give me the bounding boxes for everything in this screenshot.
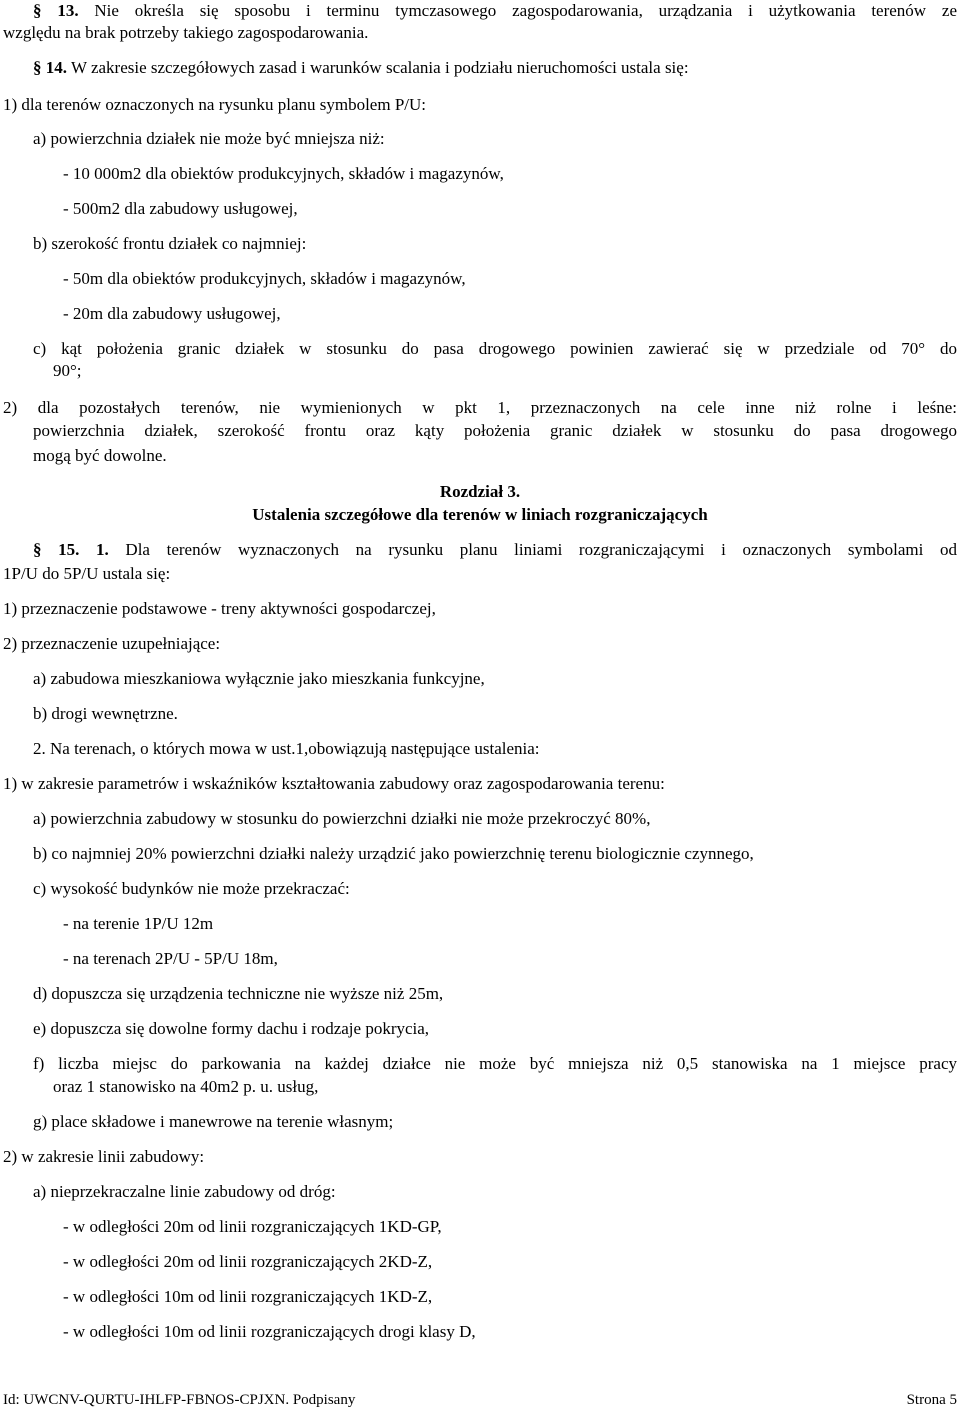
paragraph-text: W zakresie szczegółowych zasad i warunków scalania i podziału nieruchomości ustala się: bbox=[70, 58, 689, 77]
paragraph-14-intro bbox=[33, 57, 689, 78]
paragraph-mark: § 15. 1. bbox=[33, 540, 109, 559]
paragraph-text-continuation: 1P/U do 5P/U ustala się: bbox=[3, 564, 171, 583]
list-item: c) wysokość budynków nie może przekraczać: bbox=[33, 879, 350, 898]
list-item-continuation: 90°; bbox=[53, 361, 82, 380]
paragraph-mark: § 14. bbox=[33, 58, 67, 77]
list-item: a) nieprzekraczalne linie zabudowy od dróg: bbox=[33, 1182, 336, 1201]
list-item: - na terenach 2P/U - 5P/U 18m, bbox=[63, 949, 278, 968]
section-2: 2. Na terenach, o których mowa w ust.1,obowiązują następujące ustalenia: bbox=[33, 739, 540, 758]
list-item: 1) dla terenów oznaczonych na rysunku planu symbolem P/U: bbox=[3, 95, 427, 114]
list-item: - w odległości 20m od linii rozgraniczających 1KD-GP, bbox=[63, 1217, 442, 1236]
list-item: b) drogi wewnętrzne. bbox=[33, 704, 178, 723]
list-item: - 50m dla obiektów produkcyjnych, składów i magazynów, bbox=[63, 269, 466, 288]
list-item: c) kąt położenia granic działek w stosunku do pasa drogowego powinien zawierać się w przedziale od 70° do bbox=[33, 339, 957, 358]
list-item: 2) dla pozostałych terenów, nie wymienionych w pkt 1, przeznaczonych na cele inne niż rolne i leśne: bbox=[3, 398, 957, 417]
list-item: a) powierzchnia zabudowy w stosunku do powierzchni działki nie może przekroczyć 80%, bbox=[33, 809, 651, 828]
list-item: a) powierzchnia działek nie może być mniejsza niż: bbox=[33, 129, 385, 148]
list-item: 1) w zakresie parametrów i wskaźników kształtowania zabudowy oraz zagospodarowania terenu: bbox=[3, 774, 665, 793]
list-item-continuation: powierzchnia działek, szerokość frontu oraz kąty położenia granic działek w stosunku do pasa drogowego bbox=[33, 421, 957, 440]
paragraph-13-line-2: względu na brak potrzeby takiego zagospodarowania. bbox=[3, 23, 369, 42]
list-item: - 500m2 dla zabudowy usługowej, bbox=[63, 199, 298, 218]
list-item: b) co najmniej 20% powierzchni działki należy urządzić jako powierzchnię terenu biologicznie czynnego, bbox=[33, 844, 754, 863]
list-item: 2) przeznaczenie uzupełniające: bbox=[3, 634, 221, 653]
paragraph-15-intro bbox=[33, 539, 957, 560]
list-item: a) zabudowa mieszkaniowa wyłącznie jako mieszkania funkcyjne, bbox=[33, 669, 485, 688]
page-number: Strona 5 bbox=[906, 1392, 957, 1408]
chapter-title: Ustalenia szczegółowe dla terenów w liniach rozgraniczających bbox=[252, 505, 708, 524]
paragraph-mark: § 13. bbox=[33, 1, 79, 20]
document-id: Id: UWCNV-QURTU-IHLFP-FBNOS-CPJXN. Podpisany bbox=[3, 1392, 356, 1408]
list-item: - w odległości 10m od linii rozgraniczających 1KD-Z, bbox=[63, 1287, 433, 1306]
list-item: 2) w zakresie linii zabudowy: bbox=[3, 1147, 205, 1166]
list-item: d) dopuszcza się urządzenia techniczne nie wyższe niż 25m, bbox=[33, 984, 444, 1003]
list-item: - 10 000m2 dla obiektów produkcyjnych, składów i magazynów, bbox=[63, 164, 504, 183]
paragraph-text: Nie określa się sposobu i terminu tymczasowego zagospodarowania, urządzania i użytkowania terenów ze bbox=[94, 1, 957, 20]
list-item: e) dopuszcza się dowolne formy dachu i rodzaje pokrycia, bbox=[33, 1019, 430, 1038]
list-item: - na terenie 1P/U 12m bbox=[63, 914, 214, 933]
list-item: 1) przeznaczenie podstawowe - treny aktywności gospodarczej, bbox=[3, 599, 436, 618]
list-item: g) place składowe i manewrowe na terenie własnym; bbox=[33, 1112, 394, 1131]
list-item: b) szerokość frontu działek co najmniej: bbox=[33, 234, 307, 253]
list-item: - w odległości 10m od linii rozgraniczających drogi klasy D, bbox=[63, 1322, 476, 1341]
list-item-continuation: oraz 1 stanowisko na 40m2 p. u. usług, bbox=[53, 1077, 319, 1096]
list-item: f) liczba miejsc do parkowania na każdej działce nie może być mniejsza niż 0,5 stanowiska na 1 miejsce pracy bbox=[33, 1054, 957, 1073]
paragraph-13-line-1 bbox=[33, 0, 957, 21]
chapter-number: Rozdział 3. bbox=[439, 482, 521, 501]
list-item: - 20m dla zabudowy usługowej, bbox=[63, 304, 281, 323]
list-item-continuation: mogą być dowolne. bbox=[33, 446, 167, 465]
list-item: - w odległości 20m od linii rozgraniczających 2KD-Z, bbox=[63, 1252, 433, 1271]
paragraph-text: Dla terenów wyznaczonych na rysunku planu liniami rozgraniczającymi i oznaczonych symbolami od bbox=[125, 540, 958, 559]
